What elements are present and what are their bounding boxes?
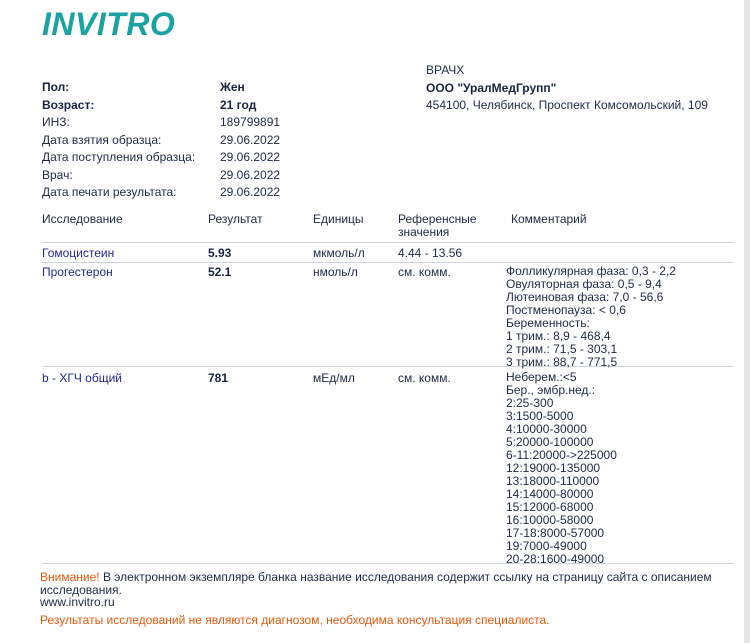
comment-line: 6-11:20000->225000: [506, 448, 617, 462]
comment-line: 4:10000-30000: [506, 422, 587, 436]
comment-line: 2:25-300: [506, 396, 554, 410]
header-comment: Комментарий: [511, 212, 587, 226]
comment-line: 3:1500-5000: [506, 409, 574, 423]
comment-line: Постменопауза: < 0,6: [506, 303, 626, 317]
receipt-date-label: Дата поступления образца:: [42, 150, 196, 164]
comment-line: Овуляторная фаза: 0,5 - 9,4: [506, 277, 662, 291]
comment-line: 3 трим.: 88,7 - 771,5: [506, 355, 618, 369]
invitro-logo: INVITRO: [42, 6, 176, 42]
diagnosis-notice: Результаты исследований не являются диагнозом, необходима консультация специалиста.: [40, 613, 550, 627]
doctor-heading: ВРАЧХ: [426, 63, 465, 77]
header-reference: Референсные значения: [398, 212, 477, 239]
inz-label: ИНЗ:: [42, 115, 70, 129]
header-test: Исследование: [42, 212, 123, 226]
doctor-address: 454100, Челябинск, Проспект Комсомольский, 109: [426, 98, 708, 112]
test-name-link[interactable]: Гомоцистеин: [42, 246, 115, 260]
comment-line: 5:20000-100000: [506, 435, 594, 449]
warning-label: Внимание!: [40, 570, 100, 584]
test-result: 52.1: [208, 265, 232, 279]
test-result: 5.93: [208, 246, 232, 260]
comment-line: 20-28:1600-49000: [506, 552, 605, 566]
print-date-value: 29.06.2022: [220, 185, 281, 199]
warning-text: В электронном экземпляре бланка название исследования содержит ссылку на страницу сайта с описанием исследования.: [40, 570, 712, 597]
sex-value: Жен: [220, 80, 245, 94]
website-link[interactable]: www.invitro.ru: [40, 595, 115, 609]
header-units: Единицы: [313, 212, 364, 226]
test-reference: 4.44 - 13.56: [398, 246, 463, 260]
comment-line: 2 трим.: 71,5 - 303,1: [506, 342, 618, 356]
table-row: [42, 246, 734, 263]
doctor-info: [426, 62, 708, 115]
test-reference: см. комм.: [398, 265, 451, 279]
test-name-link[interactable]: Прогестерон: [42, 265, 113, 279]
comment-line: 1 трим.: 8,9 - 468,4: [506, 329, 611, 343]
comment-line: 13:18000-110000: [506, 474, 600, 488]
comment-line: 19:7000-49000: [506, 539, 587, 553]
sex-label: Пол:: [42, 80, 70, 94]
test-result: 781: [208, 371, 229, 385]
doctor-org: ООО "УралМедГрупп": [426, 80, 557, 95]
test-units: нмоль/л: [313, 265, 358, 279]
test-comment: [506, 265, 676, 369]
test-reference: см. комм.: [398, 371, 451, 385]
test-name-link[interactable]: b - ХГЧ общий: [42, 371, 122, 385]
test-comment: [506, 371, 617, 566]
table-row: [42, 371, 734, 564]
doctor-label: Врач:: [42, 167, 73, 182]
comment-line: 16:10000-58000: [506, 513, 594, 527]
header-result: Результат: [208, 212, 263, 226]
sample-date-value: 29.06.2022: [220, 132, 281, 147]
results-table-header: [42, 213, 734, 243]
age-label: Возраст:: [42, 97, 95, 112]
comment-line: Фолликулярная фаза: 0,3 - 2,2: [506, 264, 676, 278]
comment-line: Беременность:: [506, 316, 590, 330]
sample-date-label: Дата взятия образца:: [42, 132, 162, 147]
doctor-value: 29.06.2022: [220, 167, 281, 182]
inz-value: 189799891: [220, 115, 281, 129]
comment-line: 17-18:8000-57000: [506, 526, 605, 540]
comment-line: 14:14000-80000: [506, 487, 594, 501]
comment-line: 15:12000-68000: [506, 500, 594, 514]
comment-line: 12:19000-135000: [506, 461, 601, 475]
print-date-label: Дата печати результата:: [42, 185, 177, 199]
table-row: [42, 265, 734, 367]
test-units: мкмоль/л: [313, 246, 365, 260]
age-value: 21 год: [220, 97, 257, 112]
footer-warning: [40, 571, 740, 609]
comment-line: Бер., эмбр.нед.:: [506, 383, 596, 397]
comment-line: Лютеиновая фаза: 7,0 - 56,6: [506, 290, 664, 304]
test-units: мЕд/мл: [313, 371, 355, 385]
page-edge: [744, 0, 750, 643]
comment-line: Неберем.:<5: [506, 370, 577, 384]
receipt-date-value: 29.06.2022: [220, 150, 281, 164]
